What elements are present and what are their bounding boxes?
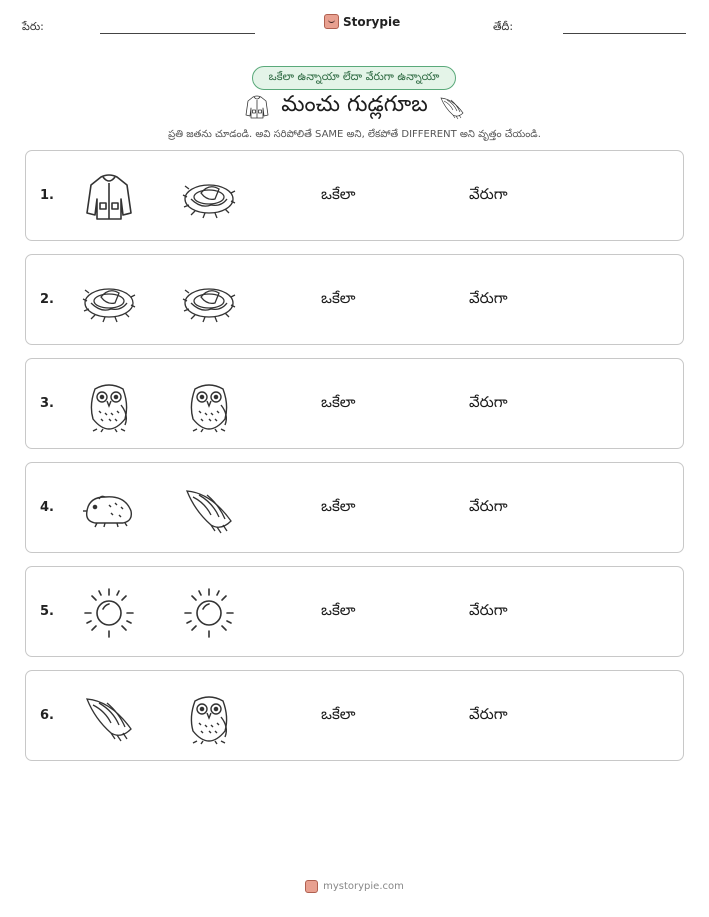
different-option[interactable]: వేరుగా [469,185,508,203]
footer-url: mystorypie.com [323,881,404,892]
page-title: మంచు గుడ్లగూబ [281,92,428,117]
question-number: 4. [40,500,54,515]
nest-icon [81,273,137,329]
different-option[interactable]: వేరుగా [469,289,508,307]
different-option[interactable]: వేరుగా [469,601,508,619]
wing-icon [438,93,466,121]
subtitle-badge: ఒకేలా ఉన్నాయా లేదా వేరుగా ఉన్నాయా [252,66,456,90]
same-option[interactable]: ఒకేలా [321,289,356,307]
brand-name: Storypie [343,14,401,29]
question-number: 3. [40,396,54,411]
different-option[interactable]: వేరుగా [469,497,508,515]
brand-logo [324,14,400,29]
question-number: 6. [40,708,54,723]
lemming-icon [81,481,137,537]
exercise-card [25,462,684,553]
mascot-icon [305,880,318,893]
nest-icon [181,273,237,329]
jacket-icon [81,169,137,225]
question-number: 2. [40,292,54,307]
nest-icon [181,169,237,225]
exercise-card [25,566,684,657]
wing-icon [181,481,237,537]
title-row [0,92,709,122]
jacket-icon [243,93,271,121]
same-option[interactable]: ఒకేలా [321,393,356,411]
different-option[interactable]: వేరుగా [469,393,508,411]
date-label: తేదీ: [493,20,514,33]
wing-icon [81,689,137,745]
exercise-card [25,254,684,345]
exercise-card [25,670,684,761]
date-field[interactable] [563,33,686,34]
owl-icon [181,377,237,433]
same-option[interactable]: ఒకేలా [321,497,356,515]
name-label: పేరు: [22,20,44,33]
sun-icon [81,585,137,641]
exercise-card [25,150,684,241]
instructions: ప్రతి జతను చూడండి. అవి సరిపోలితే SAME అని, లేకపోతే DIFFERENT అని వృత్తం చేయండి. [168,129,541,140]
question-number: 5. [40,604,54,619]
owl-icon [181,689,237,745]
owl-icon [81,377,137,433]
same-option[interactable]: ఒకేలా [321,705,356,723]
mascot-icon [324,14,339,29]
same-option[interactable]: ఒకేలా [321,185,356,203]
worksheet-header [0,10,709,40]
sun-icon [181,585,237,641]
different-option[interactable]: వేరుగా [469,705,508,723]
same-option[interactable]: ఒకేలా [321,601,356,619]
name-field[interactable] [100,33,255,34]
exercise-card [25,358,684,449]
question-number: 1. [40,188,54,203]
footer [0,880,709,893]
